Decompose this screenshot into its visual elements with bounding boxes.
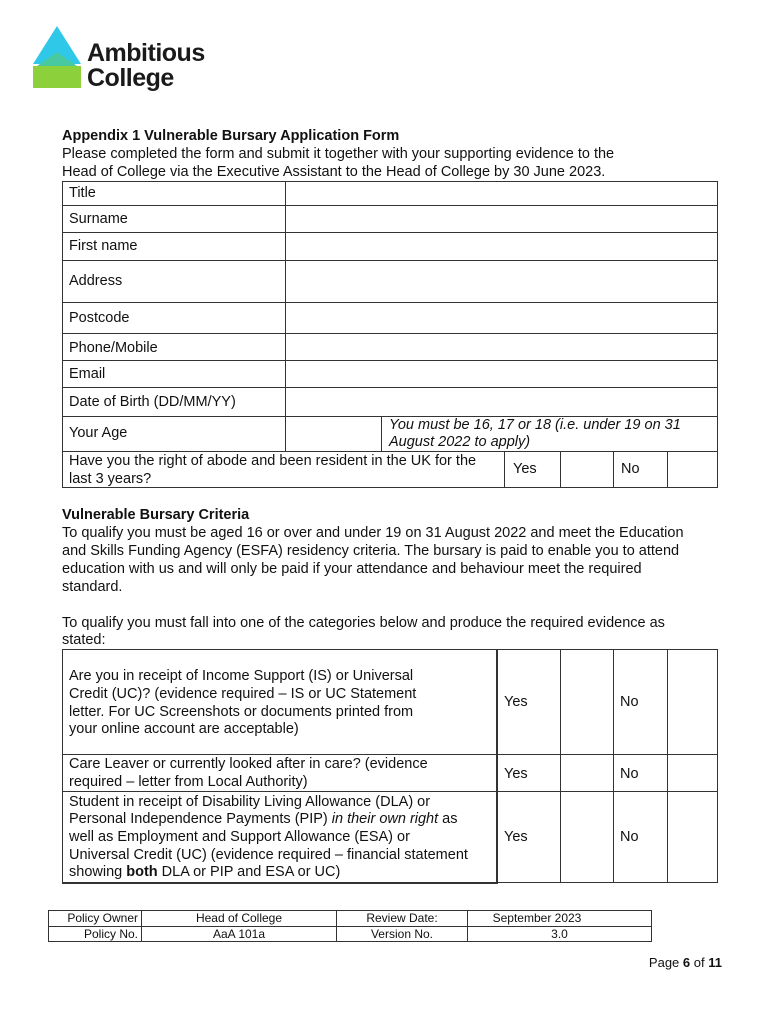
title-label: Title bbox=[69, 185, 96, 201]
postcode-label: Postcode bbox=[69, 310, 130, 326]
q3-line-2-part-c: as bbox=[438, 811, 458, 827]
intro-line-2: Head of College via the Executive Assistant to the Head of College by 30 June 2023. bbox=[62, 164, 606, 180]
abode-no-label: No bbox=[621, 461, 640, 477]
policy-no-value: AaA 101a bbox=[212, 927, 266, 941]
age-note-line-2: August 2022 to apply) bbox=[389, 434, 531, 450]
version-label: Version No. bbox=[370, 927, 434, 941]
criteria-para-2-line-1: To qualify you must fall into one of the categories below and produce the required evidence as bbox=[62, 615, 665, 631]
policy-no-label: Policy No. bbox=[83, 927, 138, 941]
dob-label: Date of Birth (DD/MM/YY) bbox=[69, 394, 236, 410]
q3-yes-label: Yes bbox=[504, 829, 528, 845]
criteria-heading: Vulnerable Bursary Criteria bbox=[62, 507, 250, 523]
criteria-para-1-line-3: education with us and will only be paid if your attendance and behaviour meet the required bbox=[62, 561, 642, 577]
first-name-label: First name bbox=[69, 238, 138, 254]
q2-yes-label: Yes bbox=[504, 766, 528, 782]
q2-line-2: required – letter from Local Authority) bbox=[69, 774, 308, 790]
q1-line-1: Are you in receipt of Income Support (IS) or Universal bbox=[69, 668, 414, 684]
address-label: Address bbox=[69, 273, 123, 289]
abode-question-line-2: last 3 years? bbox=[69, 471, 152, 487]
q3-line-2-italic: in their own right bbox=[331, 811, 439, 827]
age-label: Your Age bbox=[69, 425, 128, 441]
abode-question-line-1: Have you the right of abode and been resident in the UK for the bbox=[69, 453, 477, 469]
review-date-label: Review Date: bbox=[366, 911, 438, 925]
q3-line-4: Universal Credit (UC) (evidence required – financial statement bbox=[69, 847, 468, 863]
page-label: Page bbox=[648, 955, 680, 970]
page-total: 11 bbox=[708, 955, 722, 970]
policy-owner-label: Policy Owner bbox=[67, 911, 138, 925]
q1-line-2: Credit (UC)? (evidence required – IS or UC Statement bbox=[69, 686, 417, 702]
version-value: 3.0 bbox=[551, 927, 568, 941]
criteria-para-1-line-1: To qualify you must be aged 16 or over and under 19 on 31 August 2022 and meet the Education bbox=[62, 525, 684, 541]
q3-no-label: No bbox=[620, 829, 639, 845]
age-note-line-1: You must be 16, 17 or 18 (i.e. under 19 on 31 bbox=[389, 417, 681, 433]
page-current: 6 bbox=[682, 955, 691, 970]
criteria-para-1-line-4: standard. bbox=[62, 579, 123, 595]
surname-label: Surname bbox=[69, 211, 128, 227]
phone-label: Phone/Mobile bbox=[69, 340, 158, 356]
q1-yes-label: Yes bbox=[504, 694, 528, 710]
q1-no-label: No bbox=[620, 694, 639, 710]
page-of: of bbox=[693, 955, 705, 970]
q2-line-1: Care Leaver or currently looked after in care? (evidence bbox=[69, 756, 428, 772]
logo-text-college: College bbox=[87, 64, 174, 92]
q3-line-3: well as Employment and Support Allowance (ESA) or bbox=[69, 829, 410, 845]
intro-line-1: Please completed the form and submit it together with your supporting evidence to the bbox=[62, 146, 615, 162]
abode-yes-label: Yes bbox=[513, 461, 537, 477]
q3-line-5-part-c: DLA or PIP and ESA or UC) bbox=[157, 864, 341, 880]
email-label: Email bbox=[69, 366, 106, 382]
policy-owner-value: Head of College bbox=[195, 911, 283, 925]
q3-line-5-part-a: showing bbox=[69, 864, 127, 880]
q2-no-label: No bbox=[620, 766, 639, 782]
page-number bbox=[560, 955, 722, 970]
q3-line-5-bold: both bbox=[126, 864, 158, 880]
criteria-para-2-line-2: stated: bbox=[62, 632, 106, 648]
q1-line-3: letter. For UC Screenshots or documents printed from bbox=[69, 704, 414, 720]
q3-line-1: Student in receipt of Disability Living Allowance (DLA) or bbox=[69, 794, 431, 810]
form-heading: Appendix 1 Vulnerable Bursary Application Form bbox=[62, 128, 400, 144]
criteria-para-1-line-2: and Skills Funding Agency (ESFA) residency criteria. The bursary is paid to enable you to attend bbox=[62, 543, 680, 559]
logo-text-ambitious: Ambitious bbox=[87, 39, 205, 67]
q3-line-2-part-a: Personal Independence Payments (PIP) bbox=[69, 811, 332, 827]
review-date-value: September 2023 bbox=[492, 911, 582, 925]
q1-line-4: your online account are acceptable) bbox=[69, 721, 299, 737]
